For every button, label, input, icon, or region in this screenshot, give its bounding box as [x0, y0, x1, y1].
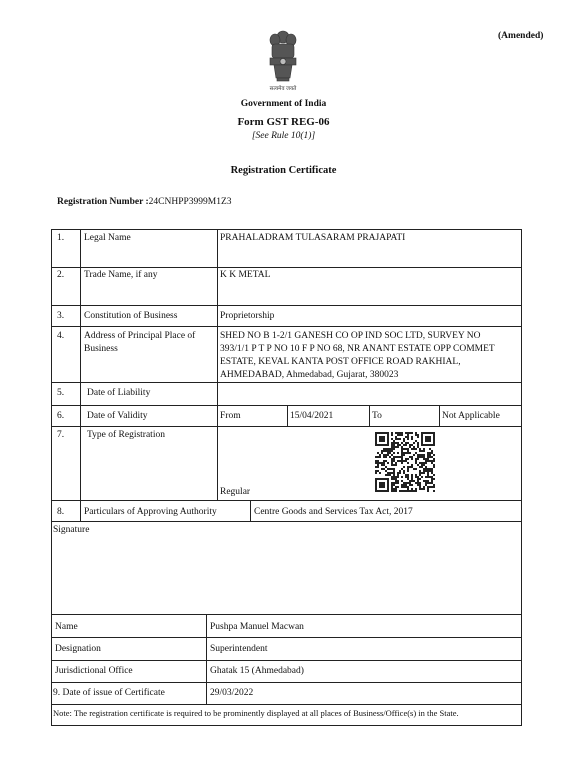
row-2-number: 2.	[57, 270, 65, 280]
date-of-validity-label: Date of Validity	[87, 411, 148, 421]
row-4-number: 4.	[57, 331, 65, 341]
type-of-registration-label: Type of Registration	[87, 430, 165, 440]
address-line3: ESTATE, KEVAL KANTA POST OFFICE ROAD RAKHIAL,	[220, 357, 461, 367]
row-7-number: 7.	[57, 430, 65, 440]
date-of-issue-label: 9. Date of issue of Certificate	[53, 688, 165, 698]
validity-to-label: To	[372, 411, 382, 421]
address-line2: 393/1/1 P T P NO 10 F P NO 68, NR ANANT ESTATE OPP COMMET	[220, 344, 495, 354]
address-line4: AHMEDABAD, Ahmedabad, Gujarat, 380023	[220, 370, 399, 380]
jurisdictional-office-label: Jurisdictional Office	[55, 666, 133, 676]
legal-name-value: PRAHALADRAM TULASARAM PRAJAPATI	[220, 233, 406, 243]
constitution-value: Proprietorship	[220, 311, 275, 321]
type-of-registration-value: Regular	[220, 487, 251, 497]
emblem-caption: सत्यमेव जयते	[269, 86, 297, 92]
row-1-number: 1.	[57, 233, 65, 243]
qr-code-icon	[375, 432, 435, 492]
rule-reference: [See Rule 10(1)]	[251, 131, 316, 141]
designation-label: Designation	[55, 644, 101, 654]
date-of-liability-label: Date of Liability	[87, 388, 151, 398]
address-label-line1: Address of Principal Place of	[84, 331, 196, 341]
date-of-issue-value: 29/03/2022	[210, 688, 254, 698]
row-6-number: 6.	[57, 411, 65, 421]
row-3-number: 3.	[57, 311, 65, 321]
legal-name-label: Legal Name	[84, 233, 131, 243]
registration-number-value: 24CNHPP3999M1Z3	[148, 197, 232, 207]
jurisdictional-office-value: Ghatak 15 (Ahmedabad)	[210, 666, 304, 676]
row-5-number: 5.	[57, 388, 65, 398]
display-note: Note: The registration certificate is required to be prominently displayed at all places of Business/Office(s) in the State.	[53, 708, 459, 718]
approving-authority-value: Centre Goods and Services Tax Act, 2017	[254, 507, 413, 517]
row-8-number: 8.	[57, 507, 65, 517]
certificate-title: Registration Certificate	[230, 165, 337, 176]
trade-name-value: K K METAL	[220, 270, 271, 280]
validity-to-value: Not Applicable	[442, 411, 500, 421]
trade-name-label: Trade Name, if any	[84, 270, 158, 280]
officer-name-value: Pushpa Manuel Macwan	[210, 622, 304, 632]
officer-name-label: Name	[55, 622, 78, 632]
constitution-label: Constitution of Business	[84, 311, 178, 321]
designation-value: Superintendent	[210, 644, 268, 654]
validity-from-value: 15/04/2021	[290, 411, 334, 421]
approving-authority-label: Particulars of Approving Authority	[84, 507, 217, 517]
registration-number-label: Registration Number :	[57, 197, 149, 207]
address-line1: SHED NO B 1-2/1 GANESH CO OP IND SOC LTD, SURVEY NO	[220, 331, 481, 341]
address-label-line2: Business	[84, 344, 118, 354]
form-title: Form GST REG-06	[237, 116, 330, 128]
national-emblem-icon	[265, 28, 301, 94]
signature-label: Signature	[53, 525, 90, 535]
government-heading: Government of India	[240, 99, 327, 109]
registration-number	[57, 197, 232, 207]
validity-from-label: From	[220, 411, 241, 421]
amended-label: (Amended)	[498, 31, 544, 41]
